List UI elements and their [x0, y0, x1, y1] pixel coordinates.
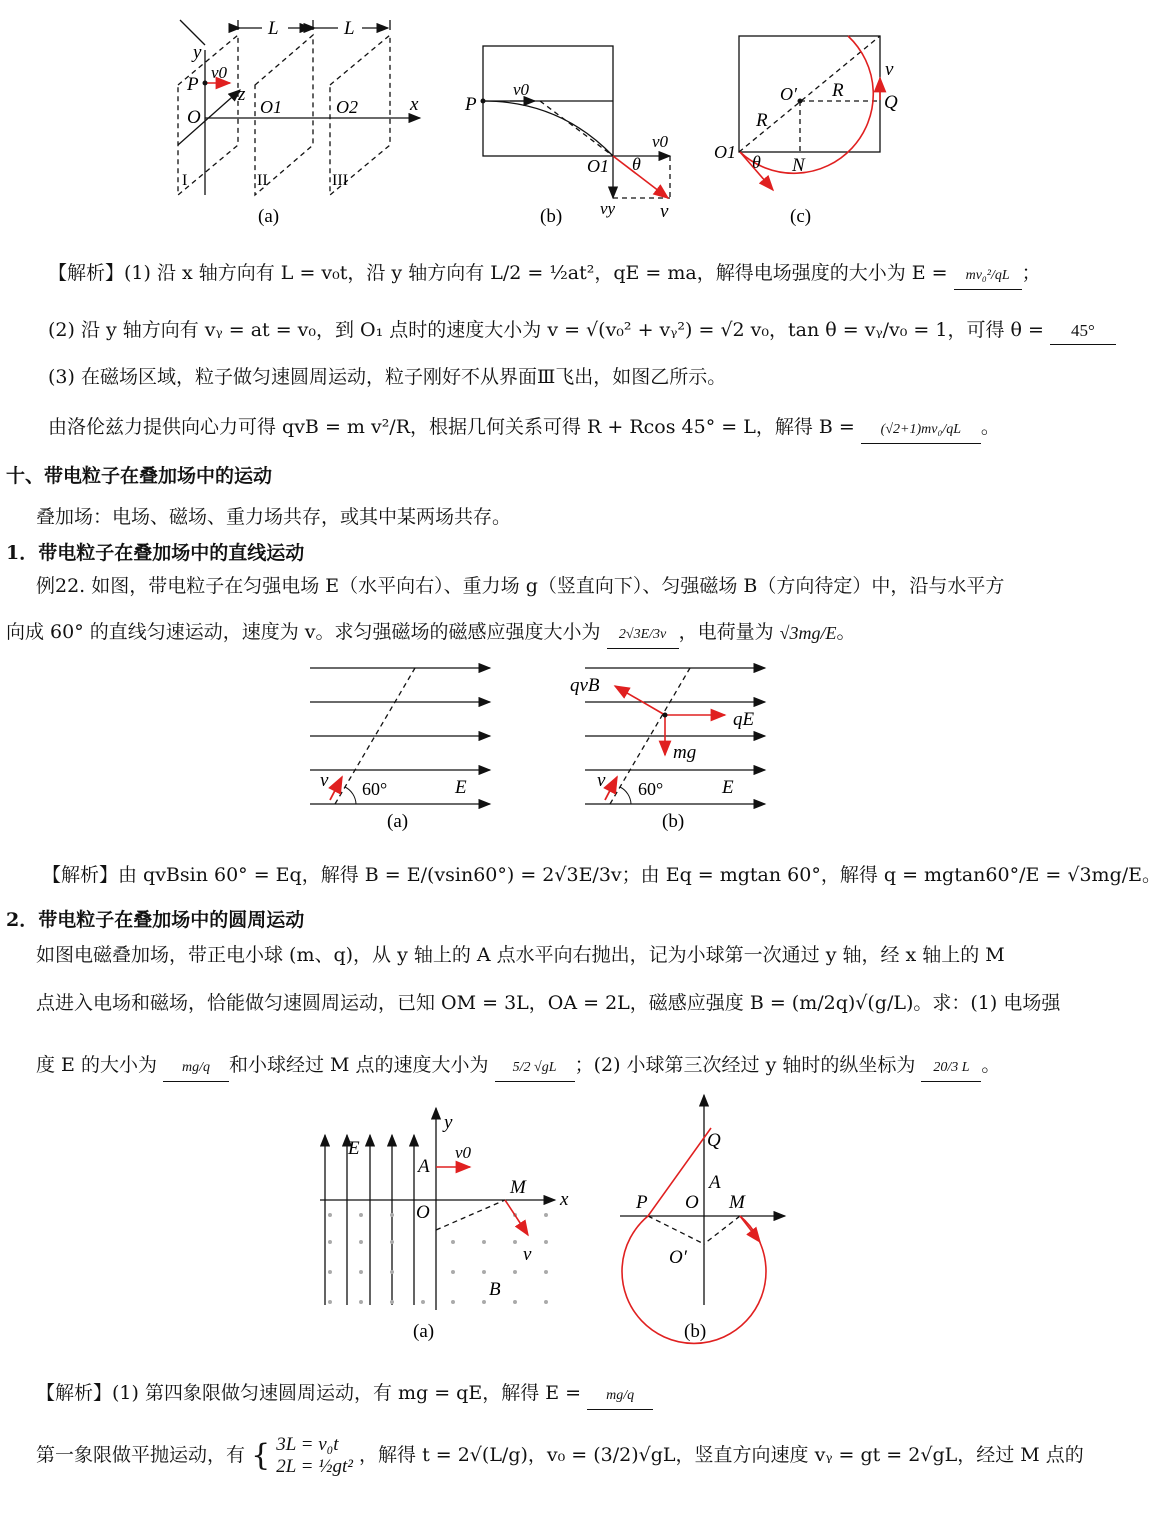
label-v0-b-right: v0 — [652, 132, 669, 151]
label-x-bot: x — [560, 1189, 569, 1210]
solution-3-line-2: 第一象限做平抛运动，有 { 3L = v₀t 2L = ½gt² ，解得 t = 2√(L/g)，v₀ = (3/2)√gL，竖直方向速度 vᵧ = gt = 2√gL，经过 M 点的 — [36, 1434, 1084, 1477]
label-angle-mid-b: 60° — [638, 779, 664, 799]
label-O1-c: O1 — [714, 142, 736, 162]
label-y: y — [193, 42, 202, 63]
figure-a-3d-planes — [178, 20, 420, 195]
label-v0-b-top: v0 — [513, 80, 530, 99]
problem-line-3: 度 E 的大小为 mg/q 和小球经过 M 点的速度大小为 5/2 √gL ；(2) 小球第三次经过 y 轴时的纵坐标为 20/3 L 。 — [36, 1052, 1000, 1082]
label-y-bot: y — [444, 1112, 453, 1133]
caption-bot-a: (a) — [413, 1321, 435, 1342]
label-v-mid-a: v — [320, 770, 329, 791]
answer-blank-E-2: mg/q — [163, 1055, 229, 1082]
example-22-line-1: 例22. 如图，带电粒子在匀强电场 E（水平向右）、重力场 g（竖直向下）、匀强磁场 B（方向待定）中，沿与水平方 — [36, 575, 1005, 597]
field-lines-b — [585, 668, 765, 804]
label-B-bot: B — [489, 1279, 501, 1300]
label-O-bot-b: O — [685, 1192, 699, 1213]
solution-1-line-1: 【解析】(1) 沿 x 轴方向有 L = v₀t，沿 y 轴方向有 L/2 = ½at²，qE = ma，解得电场强度的大小为 E = mv₀²/qL ； — [48, 260, 1041, 290]
label-v-b: v — [660, 201, 669, 222]
caption-mid-b: (b) — [662, 811, 685, 832]
label-M-bot: M — [510, 1177, 526, 1198]
label-O2: O2 — [336, 97, 358, 117]
label-R1: R — [832, 80, 844, 101]
solution-1-line-3: (3) 在磁场区域，粒子做匀速圆周运动，粒子刚好不从界面Ⅲ飞出，如图乙所示。 — [48, 366, 727, 388]
label-Oprime-c: O′ — [780, 84, 797, 104]
equation-2: 2L = ½gt² — [276, 1456, 353, 1477]
figure-middle — [0, 655, 1080, 840]
answer-blank-E-3: mg/q — [587, 1383, 653, 1410]
figure-top — [0, 0, 1080, 235]
label-x: x — [410, 94, 419, 115]
caption-mid-a: (a) — [387, 811, 409, 832]
label-v-mid-b: v — [597, 770, 606, 791]
label-P-bot: P — [636, 1192, 648, 1213]
label-O: O — [187, 107, 201, 128]
label-P-b: P — [465, 94, 477, 115]
label-I: I — [182, 172, 188, 189]
figure-b-trajectory — [483, 46, 670, 198]
label-E-mid-b: E — [722, 777, 734, 798]
label-Q: Q — [884, 92, 898, 113]
magnetic-field-dots — [328, 1213, 548, 1304]
subsection-2-title: 2．带电粒子在叠加场中的圆周运动 — [6, 909, 305, 931]
label-theta-c: θ — [752, 152, 761, 172]
label-M-bot-b: M — [729, 1192, 745, 1213]
label-N: N — [792, 155, 805, 176]
example-22-line-2: 向成 60° 的直线匀速运动，速度为 v。求匀强磁场的磁感应强度大小为 2√3E/3v ，电荷量为 √3mg/E。 — [6, 619, 856, 649]
caption-a: (a) — [258, 206, 280, 227]
label-mg: mg — [673, 742, 697, 763]
answer-blank-B-ex22: 2√3E/3v — [607, 622, 679, 649]
label-Oprime-bot: O′ — [669, 1247, 687, 1268]
label-L2: L — [344, 18, 355, 39]
solution-2: 【解析】由 qvBsin 60° = Eq，解得 B = E/(vsin60°) = 2√3E/3v；由 Eq = mgtan 60°，解得 q = mgtan60°/E = √3mg/E。 — [42, 864, 1161, 886]
caption-c: (c) — [790, 206, 812, 227]
solution-1-line-2: (2) 沿 y 轴方向有 vᵧ = at = v₀，到 O₁ 点时的速度大小为 v = √(v₀² + vᵧ²) = √2 v₀，tan θ = vᵧ/v₀ = 1，可得 θ = 45° — [48, 317, 1116, 345]
answer-blank-y: 20/3 L — [921, 1055, 981, 1082]
label-O1-b: O1 — [587, 156, 609, 176]
label-v0-bot: v0 — [455, 1143, 472, 1162]
label-qE: qE — [733, 709, 755, 730]
label-II: II — [257, 172, 268, 189]
figure-c-magnetic — [739, 36, 880, 152]
answer-blank-B: (√2+1)mv₀/qL — [861, 417, 981, 444]
label-A-bot-b: A — [709, 1172, 721, 1193]
subsection-1-title: 1．带电粒子在叠加场中的直线运动 — [6, 542, 305, 564]
label-III: III — [332, 172, 348, 189]
label-O-bot: O — [416, 1202, 430, 1223]
solution-1-line-4: 由洛伦兹力提供向心力可得 qvB = m v²/R，根据几何关系可得 R + Rcos 45° = L，解得 B = (√2+1)mv₀/qL 。 — [48, 414, 1000, 444]
answer-blank-vM: 5/2 √gL — [495, 1055, 575, 1082]
label-v0: v0 — [211, 63, 228, 82]
trajectory-arc-b — [622, 1128, 766, 1343]
label-A-bot: A — [418, 1156, 430, 1177]
label-P: P — [187, 74, 199, 95]
answer-blank-theta: 45° — [1050, 318, 1116, 345]
label-E-mid-a: E — [455, 777, 467, 798]
label-angle-mid-a: 60° — [362, 779, 388, 799]
caption-b: (b) — [540, 206, 563, 227]
section-intro: 叠加场：电场、磁场、重力场共存，或其中某两场共存。 — [36, 506, 512, 528]
label-theta-b: θ — [632, 154, 641, 174]
caption-bot-b: (b) — [684, 1321, 707, 1342]
label-z: z — [238, 84, 246, 105]
label-E-bot: E — [348, 1138, 360, 1159]
label-Q-bot: Q — [707, 1130, 721, 1151]
problem-line-1: 如图电磁叠加场，带正电小球 (m、q)，从 y 轴上的 A 点水平向右抛出，记为小球第一次通过 y 轴，经 x 轴上的 M — [36, 944, 1005, 966]
label-O1: O1 — [260, 97, 282, 117]
answer-q-ex22: √3mg/E — [779, 623, 837, 643]
solution-3-line-1: 【解析】(1) 第四象限做匀速圆周运动，有 mg = qE，解得 E = mg/q — [36, 1380, 653, 1410]
label-vy: vy — [600, 199, 616, 218]
equation-1: 3L = v₀t — [276, 1434, 339, 1455]
label-v-c: v — [885, 59, 894, 80]
label-v-bot: v — [523, 1244, 532, 1265]
answer-blank-E: mv₀²/qL — [954, 263, 1022, 290]
label-R2: R — [756, 110, 768, 131]
label-L1: L — [268, 18, 279, 39]
problem-line-2: 点进入电场和磁场，恰能做匀速圆周运动，已知 OM = 3L，OA = 2L，磁感应强度 B = (m/2q)√(g/L)。求：(1) 电场强 — [36, 992, 1061, 1014]
section-title: 十、带电粒子在叠加场中的运动 — [6, 465, 273, 487]
label-qvB: qvB — [570, 675, 600, 696]
figure-bottom — [0, 1090, 1080, 1350]
